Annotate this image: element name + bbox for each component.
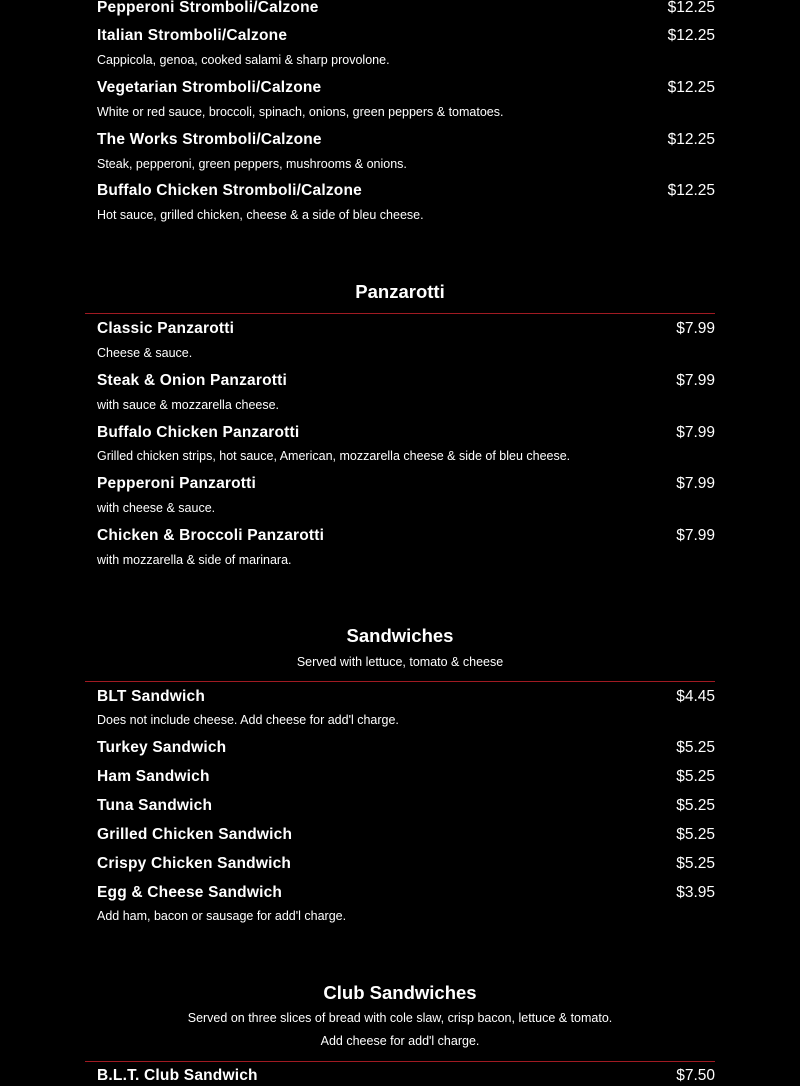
menu-item-price: $7.50	[676, 1067, 715, 1084]
menu-item-price: $7.99	[676, 424, 715, 441]
menu-item-name[interactable]: Ham Sandwich	[97, 768, 210, 785]
menu-item-description: with mozzarella & side of marinara.	[97, 553, 292, 567]
menu-item-price: $5.25	[676, 855, 715, 872]
menu-item-description: with cheese & sauce.	[97, 501, 216, 515]
menu-item-name[interactable]: Egg & Cheese Sandwich	[97, 884, 283, 901]
menu-item-price: $5.25	[676, 768, 715, 785]
menu-item-name[interactable]: Tuna Sandwich	[97, 797, 213, 814]
menu-item-price: $12.25	[667, 79, 715, 96]
section-divider	[85, 1061, 715, 1062]
menu-item-name[interactable]: Crispy Chicken Sandwich	[97, 855, 292, 872]
section-subtitle: Add cheese for add'l charge.	[320, 1034, 480, 1048]
section-subtitle: Served on three slices of bread with cole slaw, crisp bacon, lettuce & tomato.	[187, 1011, 613, 1025]
menu-item-price: $12.25	[667, 182, 715, 199]
menu-item-name[interactable]: Chicken & Broccoli Panzarotti	[97, 527, 325, 544]
menu-item-name[interactable]: The Works Stromboli/Calzone	[97, 131, 322, 148]
menu-item-price: $7.99	[676, 320, 715, 337]
menu-item-name[interactable]: Classic Panzarotti	[97, 320, 235, 337]
menu-item-description: Hot sauce, grilled chicken, cheese & a side of bleu cheese.	[97, 208, 424, 222]
menu-item-name[interactable]: B.L.T. Club Sandwich	[97, 1067, 258, 1084]
menu-item-name[interactable]: Buffalo Chicken Panzarotti	[97, 424, 300, 441]
menu-item-price: $4.45	[676, 688, 715, 705]
section-title: Club Sandwiches	[323, 982, 477, 1003]
menu-item-name[interactable]: Buffalo Chicken Stromboli/Calzone	[97, 182, 362, 199]
menu-item-name[interactable]: Steak & Onion Panzarotti	[97, 372, 287, 389]
menu-item-price: $5.25	[676, 826, 715, 843]
menu-item-price: $7.99	[676, 372, 715, 389]
section-divider	[85, 313, 715, 314]
menu-item-price: $12.25	[667, 0, 715, 16]
menu-item-name[interactable]: Grilled Chicken Sandwich	[97, 826, 293, 843]
menu-item-name[interactable]: Italian Stromboli/Calzone	[97, 27, 288, 44]
menu-item-price: $5.25	[676, 797, 715, 814]
menu-item-description: Cappicola, genoa, cooked salami & sharp provolone.	[97, 53, 390, 67]
menu-item-name[interactable]: Pepperoni Panzarotti	[97, 475, 257, 492]
menu-item-description: White or red sauce, broccoli, spinach, onions, green peppers & tomatoes.	[97, 105, 504, 119]
menu-item-price: $5.25	[676, 739, 715, 756]
section-title: Sandwiches	[346, 625, 454, 646]
menu-item-price: $7.99	[676, 475, 715, 492]
menu-item-name[interactable]: Pepperoni Stromboli/Calzone	[97, 0, 319, 16]
menu-item-description: Add ham, bacon or sausage for add'l charge.	[97, 909, 347, 923]
section-subtitle: Served with lettuce, tomato & cheese	[296, 655, 504, 669]
menu-item-price: $3.95	[676, 884, 715, 901]
menu-item-description: with sauce & mozzarella cheese.	[97, 398, 280, 412]
menu-item-description: Steak, pepperoni, green peppers, mushrooms & onions.	[97, 157, 407, 171]
menu-item-price: $12.25	[667, 131, 715, 148]
menu-item-name[interactable]: Turkey Sandwich	[97, 739, 227, 756]
menu-item-name[interactable]: Vegetarian Stromboli/Calzone	[97, 79, 322, 96]
menu-item-price: $7.99	[676, 527, 715, 544]
menu-item-description: Grilled chicken strips, hot sauce, American, mozzarella cheese & side of bleu cheese.	[97, 449, 571, 463]
menu-item-description: Cheese & sauce.	[97, 346, 193, 360]
section-title: Panzarotti	[355, 281, 445, 302]
menu-item-price: $12.25	[667, 27, 715, 44]
section-divider	[85, 681, 715, 682]
menu-item-description: Does not include cheese. Add cheese for add'l charge.	[97, 713, 399, 727]
menu-item-name[interactable]: BLT Sandwich	[97, 688, 206, 705]
